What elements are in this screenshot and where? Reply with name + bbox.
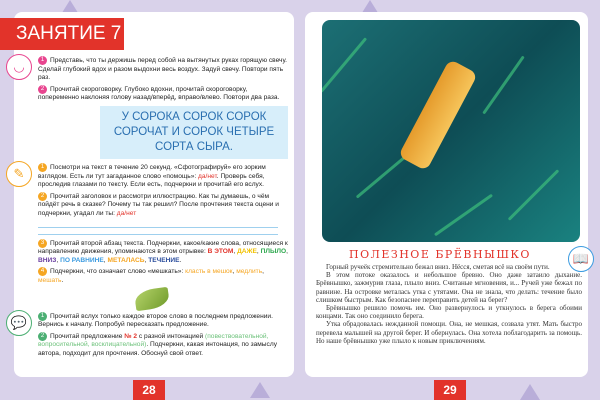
task-breath-1: 1 Представь, что ты держишь перед собой на вытянутых руках горящую свечу. Сделай глубокий вдох и разом выдохни весь воздух. Задуй свечу. Повтори пять раз. — [38, 57, 287, 82]
task-breath-2: 2 Прочитай скороговорку. Глубоко вдохни, прочитай скороговорку, попеременно наклоняя голову назад/вперёд, вправо/влево. Повтори два раза. — [38, 85, 280, 102]
reading-section — [13, 163, 289, 309]
task-read-2: 2 Прочитай заголовок и рассмотри иллюстрацию. Как ты думаешь, о чём пойдёт речь в сказке? Почему ты так решил? После прочтения текста оцени и подчеркни, угадал ли ты: да/нет — [38, 192, 279, 217]
book-icon: 📖 — [568, 246, 594, 272]
speech-bubbles-icon: 💬 — [6, 310, 32, 336]
answer-line[interactable] — [38, 227, 278, 228]
left-page-content — [10, 56, 289, 360]
task-speak-2: 2 Прочитай предложение № 2 с разной интонацией (повествовательной, вопросительной, восклицательной). Подчеркни, какая интонация, по замыслу автора, подходит для прочтения. Обоснуй свой ответ. — [38, 332, 277, 357]
breathing-section — [13, 56, 288, 159]
page-number-left: 28 — [133, 380, 165, 400]
leaf-illustration — [134, 286, 170, 311]
pencil-icon: ✎ — [6, 161, 32, 187]
task-number: 1 — [38, 56, 47, 65]
mouth-icon: ◡ — [6, 54, 32, 80]
tongue-twister: У СОРОКА СОРОК СОРОК СОРОЧАТ И СОРОК ЧЕТЫРЕ СОРТА СЫРА. — [100, 106, 288, 159]
answer-line[interactable] — [38, 234, 278, 235]
story-text: Горный ручеёк стремительно бежал вниз. Нёсся, сметая всё на своём пути. В этом потоке оказалось и небольшое бревно. Оно даже затаило дыхание. Брёвнышко, зажмурив глаза, плыло вниз. Считаные мгновения, и... Ручей уже бежал по равнине. На островке металась утка с утятами. Она не знала, что делать: течение было слишком быстрым. Как безопаснее переправить детей на берег? Брёвнышко решило помочь им. Оно развернулось и уткнулось в берега обоими концами. Так оно соединило берега. Утка обрадовалась нежданной помощи. Она, не мешкая, созвала утят. Мать быстро перевела малышей на другой берег. И обернулась. Она хотела поблагодарить за помощь. Но наше брёвнышко уже плыло к новым приключениям. — [316, 263, 582, 345]
task-read-1: 1 Посмотри на текст в течение 20 секунд. «Сфотографируй» его зорким взглядом. Есть ли тут загаданное слово «помощь»: да/нет. Проверь себя, проследив глазами по тексту. Если есть, подчеркни и прочитай его вслух. — [38, 163, 266, 189]
story-title: ПОЛЕЗНОЕ БРЁВНЫШКО — [349, 248, 531, 261]
yes-no-answer[interactable]: да/нет — [198, 172, 217, 180]
yes-no-answer[interactable]: да/нет — [116, 209, 137, 217]
task-speak-1: 1 Прочитай вслух только каждое второе слово в последнем предложении. Вернись к началу. Попробуй пересказать предложение. — [38, 312, 273, 329]
lesson-title: ЗАНЯТИЕ 7 — [0, 18, 124, 50]
task-read-4: 4 Подчеркни, что означает слово «мешкать»: класть в мешок, медлить, мешать. — [38, 268, 264, 284]
task-read-3: 3 Прочитай второй абзац текста. Подчеркни, какое/какие слова, относящиеся к направлению движения, упоминаются в этом отрывке: В ЭТОМ, ДАЖЕ, ПЛЫЛО, ВНИЗ, ПО РАВНИНЕ, МЕТАЛАСЬ, ТЕЧЕНИЕ. — [38, 239, 289, 264]
speaking-section — [10, 312, 288, 359]
page-number-right: 29 — [434, 380, 466, 400]
log-in-stream-illustration — [322, 20, 580, 242]
